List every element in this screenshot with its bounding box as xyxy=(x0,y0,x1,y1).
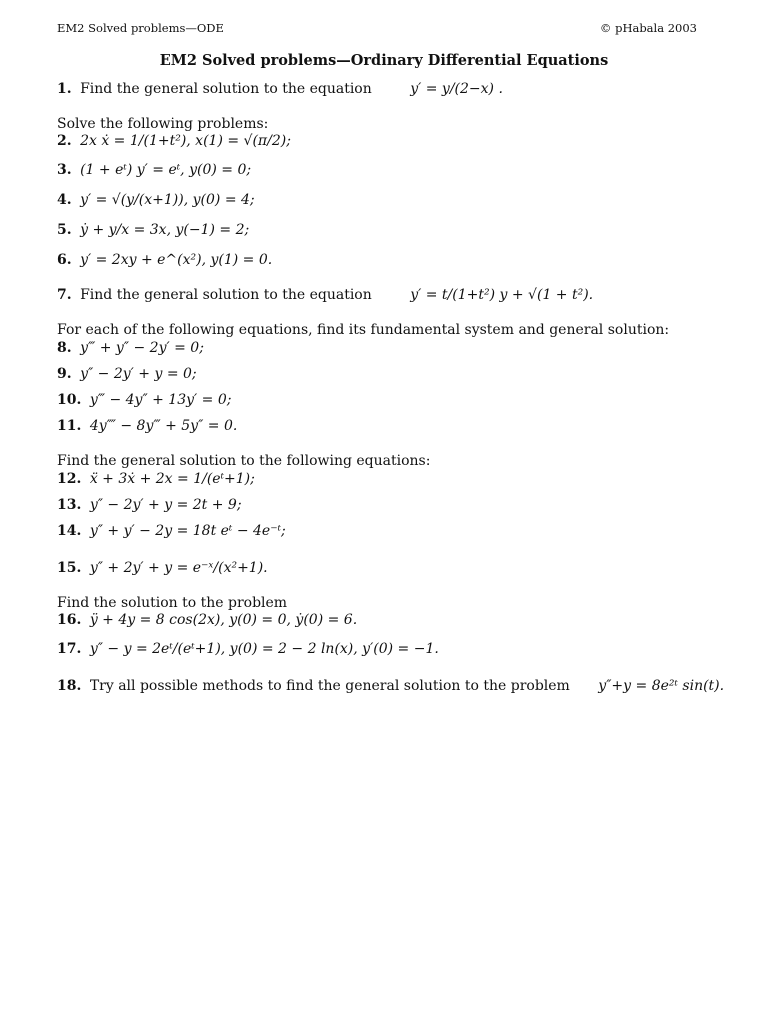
problem-math: y″ + 2y′ + y = e⁻ˣ/(x²+1). xyxy=(89,560,268,576)
problem-math: 2x ẋ = 1/(1+t²), x(1) = √(π/2); xyxy=(80,133,291,149)
problem-number: 2. xyxy=(57,133,72,149)
problem-number: 17. xyxy=(57,641,82,657)
problem-number: 18. xyxy=(57,678,82,694)
intro-solution: Find the solution to the problem xyxy=(57,595,288,611)
problem-math: 4y⁗ − 8y‴ + 5y″ = 0. xyxy=(89,418,238,434)
problem-number: 8. xyxy=(57,340,72,356)
intro-solve: Solve the following problems: xyxy=(57,116,269,132)
problem-math: ẍ + 3ẋ + 2x = 1/(eᵗ+1); xyxy=(89,471,255,487)
problem-16 xyxy=(57,612,357,628)
problem-number: 12. xyxy=(57,471,82,487)
problem-6 xyxy=(57,252,272,268)
problem-15 xyxy=(57,560,268,576)
header-right: © pHabala 2003 xyxy=(599,21,697,35)
problem-number: 13. xyxy=(57,497,82,513)
header-left: EM2 Solved problems—ODE xyxy=(57,21,224,35)
problem-number: 7. xyxy=(57,287,72,303)
problem-math: ẏ + y/x = 3x, y(−1) = 2; xyxy=(80,222,250,238)
problem-5 xyxy=(57,222,249,238)
problem-12 xyxy=(57,471,255,487)
problem-math: y‴ + y″ − 2y′ = 0; xyxy=(80,340,204,356)
problem-number: 9. xyxy=(57,366,72,382)
problem-math: y″ − 2y′ + y = 0; xyxy=(80,366,197,382)
problem-math: y″ − y = 2eᵗ/(eᵗ+1), y(0) = 2 − 2 ln(x), y′(0) = −1. xyxy=(89,641,439,657)
problem-10 xyxy=(57,392,231,408)
intro-general: Find the general solution to the following equations: xyxy=(57,453,431,469)
problem-number: 15. xyxy=(57,560,82,576)
problem-9 xyxy=(57,366,197,382)
problem-number: 16. xyxy=(57,612,82,628)
problem-number: 14. xyxy=(57,523,82,539)
problem-text: Try all possible methods to find the general solution to the problem xyxy=(89,678,570,694)
problem-13 xyxy=(57,497,242,513)
problem-number: 11. xyxy=(57,418,82,434)
problem-4 xyxy=(57,192,255,208)
problem-1 xyxy=(57,81,503,97)
problem-7 xyxy=(57,287,593,303)
problem-math: (1 + eᵗ) y′ = eᵗ, y(0) = 0; xyxy=(80,162,252,178)
problem-18 xyxy=(57,678,724,694)
problem-text: Find the general solution to the equation xyxy=(80,287,372,303)
problem-math: y‴ − 4y″ + 13y′ = 0; xyxy=(89,392,232,408)
problem-math: y′ = 2xy + e^(x²), y(1) = 0. xyxy=(80,252,273,268)
problem-math: y′ = y/(2−x) . xyxy=(410,81,503,97)
problem-text: Find the general solution to the equation xyxy=(80,81,372,97)
problem-number: 4. xyxy=(57,192,72,208)
problem-math: y″ + y′ − 2y = 18t eᵗ − 4e⁻ᵗ; xyxy=(89,523,286,539)
page-title: EM2 Solved problems—Ordinary Differential Equations xyxy=(159,52,609,69)
problem-number: 10. xyxy=(57,392,82,408)
intro-fundamental: For each of the following equations, find its fundamental system and general solution: xyxy=(57,322,670,338)
problem-number: 1. xyxy=(57,81,72,97)
problem-math: ÿ + 4y = 8 cos(2x), y(0) = 0, ẏ(0) = 6. xyxy=(89,612,358,628)
problem-2 xyxy=(57,133,291,149)
problem-number: 5. xyxy=(57,222,72,238)
problem-17 xyxy=(57,641,439,657)
problem-14 xyxy=(57,523,286,539)
problem-math: y″+y = 8e²ᵗ sin(t). xyxy=(598,678,725,694)
problem-math: y′ = t/(1+t²) y + √(1 + t²). xyxy=(410,287,594,303)
problem-11 xyxy=(57,418,237,434)
problem-number: 3. xyxy=(57,162,72,178)
problem-8 xyxy=(57,340,204,356)
problem-math: y′ = √(y/(x+1)), y(0) = 4; xyxy=(80,192,255,208)
problem-3 xyxy=(57,162,251,178)
problem-math: y″ − 2y′ + y = 2t + 9; xyxy=(89,497,242,513)
problem-number: 6. xyxy=(57,252,72,268)
